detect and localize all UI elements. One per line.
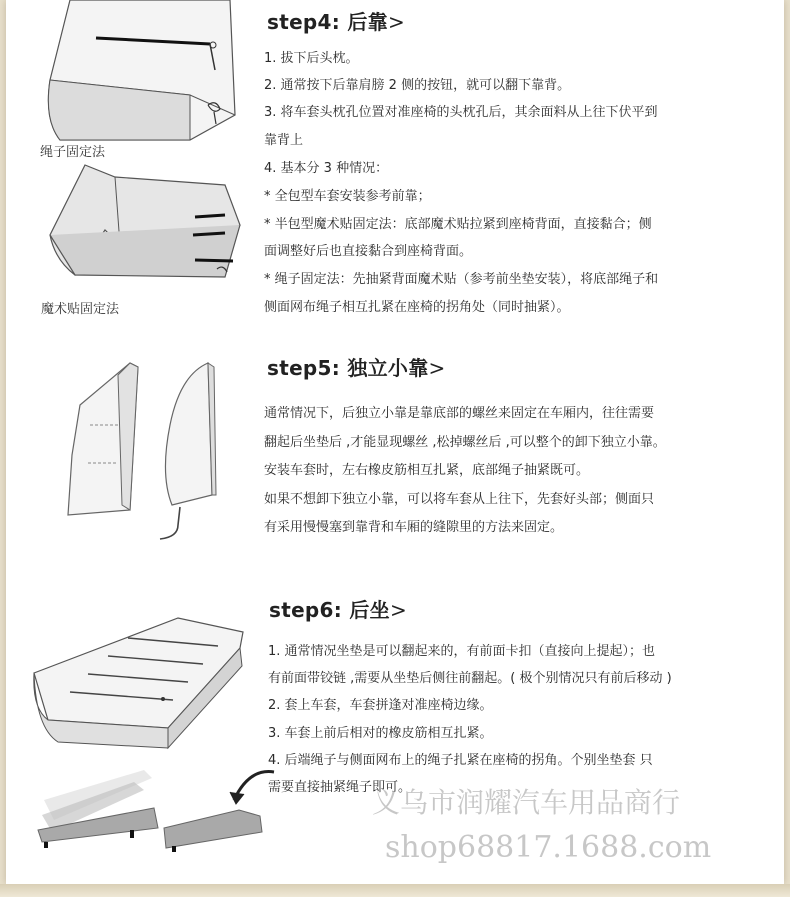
step6-line-6: 需要直接抽紧绳子即可。 — [268, 780, 412, 795]
step4-line-3: 3. 将车套头枕孔位置对准座椅的头枕孔后，其余面料从上往下伏平到 — [264, 105, 658, 120]
step4-line-6: * 全包型车套安装参考前靠； — [264, 189, 431, 204]
step6-heading — [269, 594, 407, 623]
step5-line-3: 安装车套时，左右橡皮筋相互扎紧，底部绳子抽紧既可。 — [264, 463, 590, 478]
step5-line-5: 有采用慢慢塞到靠背和车厢的缝隙里的方法来固定。 — [264, 520, 564, 535]
step5-title: step5: 独立小靠 — [267, 356, 429, 380]
step5-line-1: 通常情况下，后独立小靠是靠底部的螺丝来固定在车厢内，往往需要 — [264, 406, 655, 421]
watermark-company: 义乌市润耀汽车用品商行 — [372, 786, 681, 819]
step4-line-1: 1. 拔下后头枕。 — [264, 51, 359, 66]
watermark-url: shop68817.1688.com — [385, 830, 712, 865]
velcro-method-caption: 魔术贴固定法 — [41, 302, 120, 317]
step4-line-7: * 半包型魔术贴固定法：底部魔术贴拉紧到座椅背面，直接黏合；侧 — [264, 217, 652, 232]
step4-title: step4: 后靠 — [267, 10, 388, 34]
step4-line-9: * 绳子固定法：先抽紧背面魔术贴（参考前坐垫安装），将底部绳子和 — [264, 272, 659, 287]
step4-line-4: 靠背上 — [264, 133, 304, 148]
step6-line-1: 1. 通常情况坐垫是可以翻起来的，有前面卡扣（直接向上提起）；也 — [268, 644, 656, 659]
step6-line-5: 4. 后端绳子与侧面网布上的绳子扎紧在座椅的拐角。个别坐垫套 只 — [268, 753, 653, 768]
step6-title: step6: 后坐 — [269, 598, 390, 622]
rope-method-caption: 绳子固定法 — [40, 145, 106, 160]
velcro-method-illustration — [45, 165, 245, 295]
step5-line-2: 翻起后坐垫后 ,才能显现螺丝 ,松掉螺丝后 ,可以整个的卸下独立小靠。 — [264, 435, 666, 450]
seat-flip-illustration — [34, 760, 274, 855]
step6-title-arrow: > — [389, 598, 407, 622]
step6-line-2: 有前面带铰链 ,需要从坐垫后侧往前翻起。( 极个别情况只有前后移动 ) — [268, 671, 672, 686]
step4-heading — [267, 6, 405, 35]
frame-border — [0, 884, 790, 897]
step5-line-4: 如果不想卸下独立小靠，可以将车套从上往下，先套好头部；侧面只 — [264, 492, 655, 507]
step5-title-arrow: > — [428, 356, 446, 380]
step4-line-8: 面调整好后也直接黏合到座椅背面。 — [264, 244, 473, 259]
step4-title-arrow: > — [387, 10, 405, 34]
rope-method-illustration — [30, 0, 250, 150]
step6-line-3: 2. 套上车套，车套拼逢对准座椅边缘。 — [268, 698, 493, 713]
step5-heading — [267, 352, 446, 381]
step6-line-4: 3. 车套上前后相对的橡皮筋相互扎紧。 — [268, 726, 493, 741]
step4-line-2: 2. 通常按下后靠肩膀 2 侧的按钮，就可以翻下靠背。 — [264, 78, 571, 93]
step4-line-5: 4. 基本分 3 种情况： — [264, 161, 389, 176]
rear-seat-illustration — [28, 608, 258, 758]
side-bolster-illustration — [60, 355, 230, 555]
step4-line-10: 侧面网布绳子相互扎紧在座椅的拐角处（同时抽紧）。 — [264, 300, 570, 315]
